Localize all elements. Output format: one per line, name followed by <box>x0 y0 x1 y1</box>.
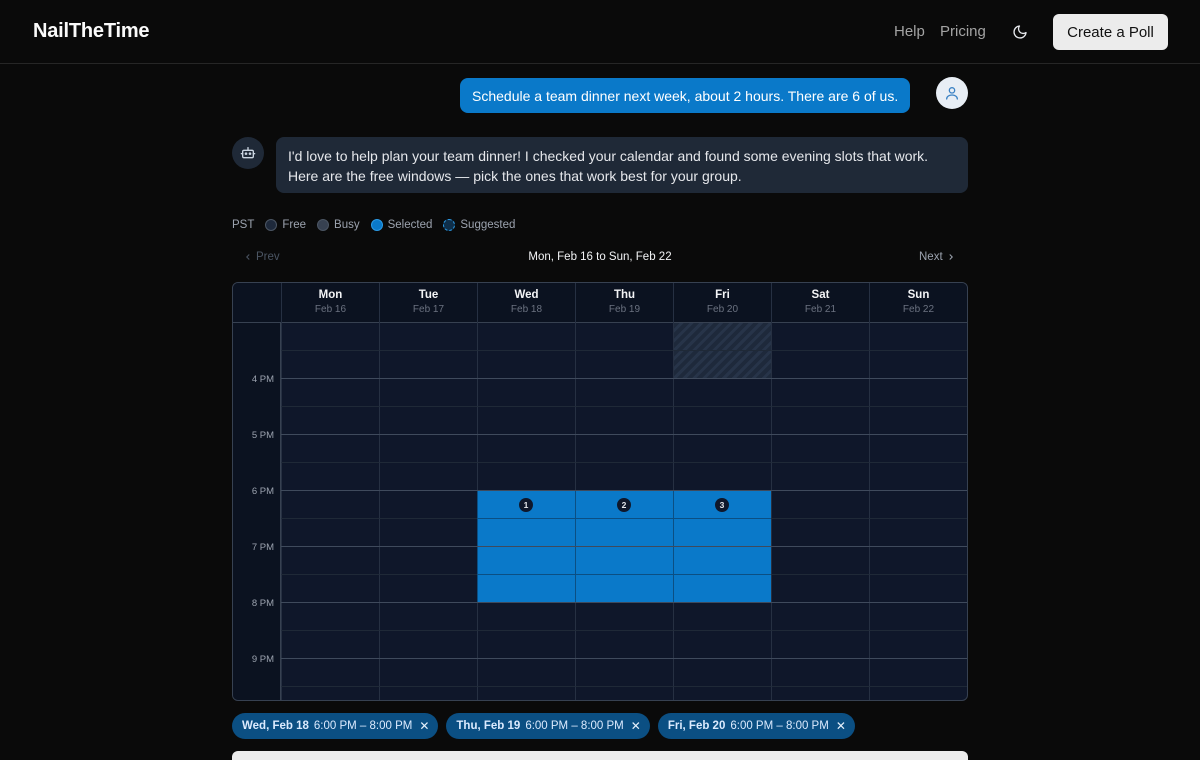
time-gutter <box>233 323 281 701</box>
brand-logo[interactable]: NailTheTime <box>33 20 150 42</box>
next-week-button[interactable] <box>919 251 956 263</box>
hour-divider <box>281 434 967 435</box>
day-header-sat <box>771 283 869 323</box>
time-slot[interactable] <box>771 519 869 547</box>
time-slot[interactable] <box>281 463 379 491</box>
day-header-wed <box>477 283 575 323</box>
busy-slot[interactable] <box>673 323 771 351</box>
next-week-label: Next <box>919 251 943 263</box>
time-slot[interactable] <box>869 379 967 407</box>
robot-icon <box>240 145 256 161</box>
moon-icon <box>1012 24 1028 40</box>
selected-slot[interactable] <box>477 519 575 547</box>
time-slot[interactable] <box>771 603 869 631</box>
hour-label: 7 PM <box>251 542 274 553</box>
day-date: Feb 22 <box>902 304 935 315</box>
day-name: Mon <box>318 289 343 301</box>
time-slot[interactable] <box>477 603 575 631</box>
time-slot[interactable] <box>575 351 673 379</box>
time-slot[interactable] <box>281 407 379 435</box>
free-swatch <box>265 219 277 231</box>
time-slot[interactable] <box>281 519 379 547</box>
time-slot[interactable] <box>379 659 477 687</box>
busy-slot[interactable] <box>673 351 771 379</box>
time-slot[interactable] <box>281 659 379 687</box>
selected-slot-chip <box>658 713 855 739</box>
hour-divider <box>281 602 967 603</box>
busy-swatch <box>317 219 329 231</box>
selected-slot[interactable] <box>673 519 771 547</box>
time-slot[interactable] <box>477 631 575 659</box>
day-header-tue <box>379 283 477 323</box>
time-slot[interactable] <box>379 491 477 519</box>
day-name: Fri <box>715 289 730 301</box>
time-slot[interactable] <box>869 435 967 463</box>
time-slot[interactable] <box>869 351 967 379</box>
remove-chip-icon[interactable]: ✕ <box>419 719 430 733</box>
time-slot[interactable] <box>379 519 477 547</box>
selected-slot-chip <box>446 713 649 739</box>
week-range-label: Mon, Feb 16 to Sun, Feb 22 <box>528 251 672 263</box>
time-slot[interactable] <box>673 631 771 659</box>
chip-time: 6:00 PM – 8:00 PM <box>730 720 829 732</box>
hour-divider <box>281 546 967 547</box>
time-slot[interactable] <box>281 687 379 701</box>
legend-free-label: Free <box>282 219 307 231</box>
time-slot[interactable] <box>379 575 477 603</box>
selected-slot[interactable] <box>673 575 771 603</box>
remove-chip-icon[interactable]: ✕ <box>630 719 641 733</box>
time-slot[interactable] <box>575 603 673 631</box>
chip-day: Wed, Feb 18 <box>242 720 309 732</box>
day-header-thu <box>575 283 673 323</box>
time-slot[interactable] <box>281 435 379 463</box>
day-header-mon <box>281 283 379 323</box>
time-slot[interactable] <box>575 435 673 463</box>
time-slot[interactable] <box>379 407 477 435</box>
assistant-message-line1: I'd love to help plan your team dinner! I checked your calendar and found some evening slots that work. <box>288 148 929 164</box>
time-slot[interactable] <box>771 463 869 491</box>
time-slot[interactable] <box>771 379 869 407</box>
legend-suggested <box>443 219 515 231</box>
day-date: Feb 18 <box>510 304 543 315</box>
time-slot[interactable] <box>771 687 869 701</box>
day-name: Sat <box>811 289 830 301</box>
time-slot[interactable] <box>379 323 477 351</box>
suggested-swatch <box>443 219 455 231</box>
legend-busy <box>317 219 360 231</box>
time-slot[interactable] <box>477 323 575 351</box>
prev-week-label: Prev <box>256 251 280 263</box>
day-date: Feb 17 <box>412 304 445 315</box>
bottom-panel <box>232 751 968 760</box>
assistant-avatar <box>232 137 264 169</box>
time-slot[interactable] <box>477 435 575 463</box>
time-slot[interactable] <box>477 407 575 435</box>
time-slot[interactable] <box>281 603 379 631</box>
time-slot[interactable] <box>379 351 477 379</box>
time-slot[interactable] <box>771 491 869 519</box>
selection-number-badge: 3 <box>715 498 729 512</box>
time-slot[interactable] <box>379 463 477 491</box>
time-slot[interactable] <box>673 687 771 701</box>
selected-slot-chip <box>232 713 438 739</box>
selection-number-badge: 2 <box>617 498 631 512</box>
time-slot[interactable] <box>281 491 379 519</box>
hour-divider <box>281 658 967 659</box>
time-slot[interactable] <box>477 351 575 379</box>
chip-day: Thu, Feb 19 <box>456 720 521 732</box>
time-slot[interactable] <box>575 407 673 435</box>
chip-time: 6:00 PM – 8:00 PM <box>313 720 413 732</box>
time-slot[interactable] <box>575 687 673 701</box>
time-slot[interactable] <box>869 687 967 701</box>
time-slot[interactable] <box>379 631 477 659</box>
time-slot[interactable] <box>869 631 967 659</box>
assistant-message-line2: Here are the free windows — pick the ones that work best for your group. <box>288 168 742 184</box>
timezone-label: PST <box>232 219 255 231</box>
week-calendar <box>232 282 968 701</box>
day-header-fri <box>673 283 771 323</box>
time-slot[interactable] <box>281 351 379 379</box>
time-slot[interactable] <box>869 323 967 351</box>
selected-slot[interactable] <box>477 547 575 575</box>
day-date: Feb 19 <box>608 304 641 315</box>
chevron-left-icon <box>243 252 253 262</box>
user-avatar <box>936 77 968 109</box>
hour-label: 6 PM <box>251 486 274 497</box>
time-slot[interactable] <box>673 379 771 407</box>
time-slot[interactable] <box>673 659 771 687</box>
time-slot[interactable] <box>379 687 477 701</box>
time-slot[interactable] <box>379 603 477 631</box>
time-slot[interactable] <box>673 463 771 491</box>
theme-toggle-button[interactable] <box>1008 20 1032 44</box>
nav-help-link[interactable]: Help <box>894 23 925 40</box>
time-slot[interactable] <box>281 547 379 575</box>
legend-selected-label: Selected <box>387 219 433 231</box>
time-slot[interactable] <box>771 659 869 687</box>
selected-slot[interactable] <box>477 575 575 603</box>
hour-divider <box>281 378 967 379</box>
time-slot[interactable] <box>869 407 967 435</box>
time-slot[interactable] <box>673 603 771 631</box>
calendar-header <box>233 283 968 323</box>
legend-selected <box>371 219 433 231</box>
time-slot[interactable] <box>673 435 771 463</box>
user-icon <box>944 85 960 101</box>
time-slot[interactable] <box>575 379 673 407</box>
selected-slot[interactable] <box>575 519 673 547</box>
legend-suggested-label: Suggested <box>460 219 516 231</box>
top-bar <box>0 0 1200 64</box>
legend-busy-label: Busy <box>334 219 360 231</box>
hour-label: 5 PM <box>251 430 274 441</box>
selection-number-badge: 1 <box>519 498 533 512</box>
time-slot[interactable] <box>281 323 379 351</box>
day-date: Feb 16 <box>314 304 347 315</box>
time-slot[interactable] <box>575 323 673 351</box>
day-name: Tue <box>418 289 439 301</box>
user-message: Schedule a team dinner next week, about 2 hours. There are 6 of us. <box>460 78 910 113</box>
day-name: Wed <box>514 289 539 301</box>
time-slot[interactable] <box>869 575 967 603</box>
create-poll-button[interactable]: Create a Poll <box>1053 14 1168 50</box>
chevron-right-icon <box>946 252 956 262</box>
time-slot[interactable] <box>673 407 771 435</box>
time-slot[interactable] <box>771 351 869 379</box>
day-date: Feb 21 <box>804 304 837 315</box>
time-slot[interactable] <box>477 687 575 701</box>
day-header-sun <box>869 283 967 323</box>
time-slot[interactable] <box>869 603 967 631</box>
time-slot[interactable] <box>379 435 477 463</box>
time-slot[interactable] <box>281 575 379 603</box>
time-slot[interactable] <box>477 659 575 687</box>
remove-chip-icon[interactable]: ✕ <box>835 719 846 733</box>
time-slot[interactable] <box>575 631 673 659</box>
chip-time: 6:00 PM – 8:00 PM <box>525 720 624 732</box>
day-date: Feb 20 <box>706 304 739 315</box>
time-slot[interactable] <box>771 323 869 351</box>
time-slot[interactable] <box>869 519 967 547</box>
time-slot[interactable] <box>477 463 575 491</box>
selected-slots-list <box>232 713 855 739</box>
time-slot[interactable] <box>771 631 869 659</box>
time-slot[interactable] <box>281 379 379 407</box>
time-slot[interactable] <box>771 547 869 575</box>
assistant-message <box>276 137 968 193</box>
selected-swatch <box>371 219 383 231</box>
day-name: Sun <box>907 289 930 301</box>
calendar-grid <box>281 323 967 701</box>
hour-label: 8 PM <box>251 598 274 609</box>
hour-label: 4 PM <box>251 374 274 385</box>
time-slot[interactable] <box>281 631 379 659</box>
chip-day: Fri, Feb 20 <box>667 720 726 732</box>
time-slot[interactable] <box>869 463 967 491</box>
selected-slot[interactable] <box>575 575 673 603</box>
time-slot[interactable] <box>477 379 575 407</box>
time-slot[interactable] <box>771 407 869 435</box>
prev-week-button[interactable] <box>243 251 280 263</box>
selected-slot[interactable] <box>575 547 673 575</box>
time-slot[interactable] <box>771 575 869 603</box>
time-slot[interactable] <box>869 547 967 575</box>
time-slot[interactable] <box>575 463 673 491</box>
calendar-legend <box>232 218 526 232</box>
selected-slot[interactable] <box>673 547 771 575</box>
time-slot[interactable] <box>771 435 869 463</box>
day-name: Thu <box>613 289 636 301</box>
time-slot[interactable] <box>379 547 477 575</box>
hour-divider <box>281 490 967 491</box>
time-slot[interactable] <box>575 659 673 687</box>
time-slot[interactable] <box>869 491 967 519</box>
time-slot[interactable] <box>379 379 477 407</box>
legend-free <box>265 219 306 231</box>
nav-pricing-link[interactable]: Pricing <box>940 23 986 40</box>
time-slot[interactable] <box>869 659 967 687</box>
hour-label: 9 PM <box>251 654 274 665</box>
